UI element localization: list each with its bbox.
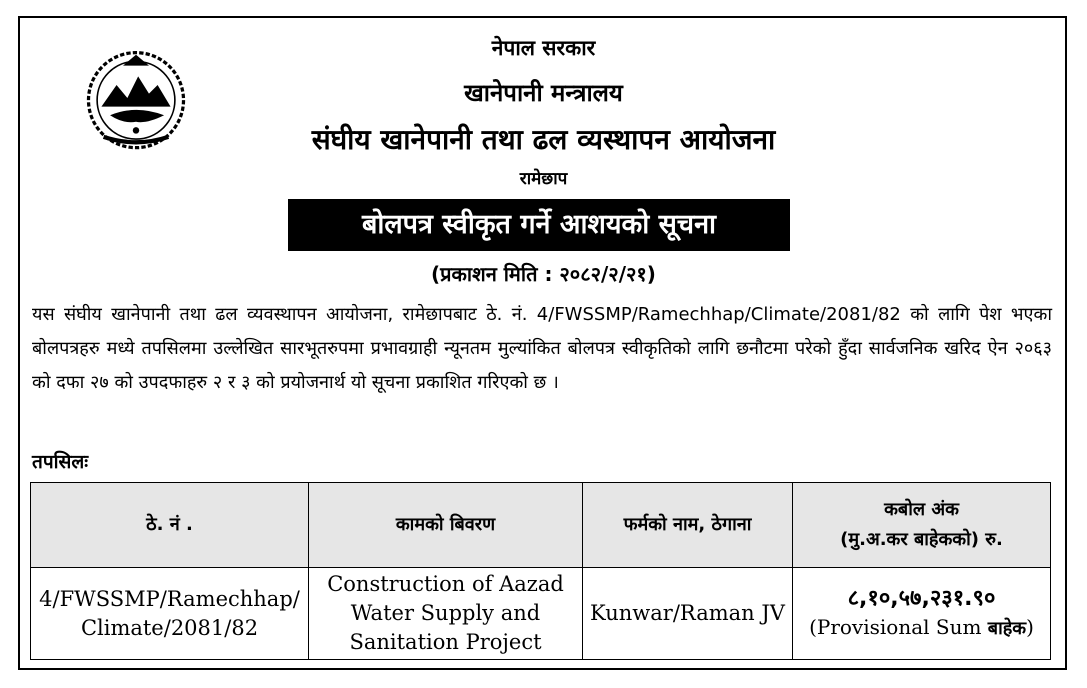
- project-name: संघीय खानेपानी तथा ढल व्यस्थापन आयोजना: [311, 123, 776, 156]
- bid-amount: ८,१०,५७,२३१.९०: [847, 586, 996, 611]
- notice-title: बोलपत्र स्वीकृत गर्ने आशयको सूचना: [288, 199, 790, 251]
- provisional-word: बाहेक: [987, 618, 1027, 639]
- cell-amount: [793, 568, 1051, 660]
- provisional-suffix: ): [1026, 615, 1034, 639]
- notice-body: यस संघीय खानेपानी तथा ढल व्यवस्थापन आयोजना, रामेछापबाट ठे. नं. 4/FWSSMP/Ramechhap/Climate/2081/82 को लागि पेश भएका बोलपत्रहरु मध्ये तपसिलमा उल्लेखित सारभूतरुपमा प्रभावग्राही न्यूनतम मुल्यांकित बोलपत्र स्वीकृतिको लागि छनौटमा परेको हुँदा सार्वजनिक खरिद ऐन २०६३ को दफा २७ को उपदफाहरु २ र ३ को प्रयोजनार्थ यो सूचना प्रकाशित गरिएको छ ।: [32, 304, 1052, 393]
- cell-contract-no: 4/FWSSMP/Ramechhap/ Climate/2081/82: [31, 568, 309, 660]
- header-description: कामको बिवरण: [309, 483, 583, 568]
- ministry-name: खानेपानी मन्त्रालय: [464, 79, 623, 107]
- provisional-prefix: (Provisional Sum: [809, 615, 988, 639]
- header-amount-line1: कबोल अंक: [884, 499, 959, 520]
- cell-description: Construction of Aazad Water Supply and Sanitation Project: [309, 568, 583, 660]
- header-amount-line2: (मु.अ.कर बाहेकको) रु.: [840, 529, 1003, 550]
- provisional-note: [799, 613, 1044, 643]
- header-contract-no: ठे. नं .: [31, 483, 309, 568]
- government-name: नेपाल सरकार: [491, 36, 596, 60]
- publication-date: (प्रकाशन मिति : २०८२/२/२१): [431, 262, 656, 286]
- award-table: [30, 482, 1051, 660]
- header-firm: फर्मको नाम, ठेगाना: [583, 483, 793, 568]
- district-name: रामेछाप: [519, 169, 568, 189]
- table-row: [31, 568, 1051, 660]
- header-amount: [793, 483, 1051, 568]
- details-label: तपसिलः: [32, 451, 89, 473]
- table-header-row: [31, 483, 1051, 568]
- cell-firm: Kunwar/Raman JV: [583, 568, 793, 660]
